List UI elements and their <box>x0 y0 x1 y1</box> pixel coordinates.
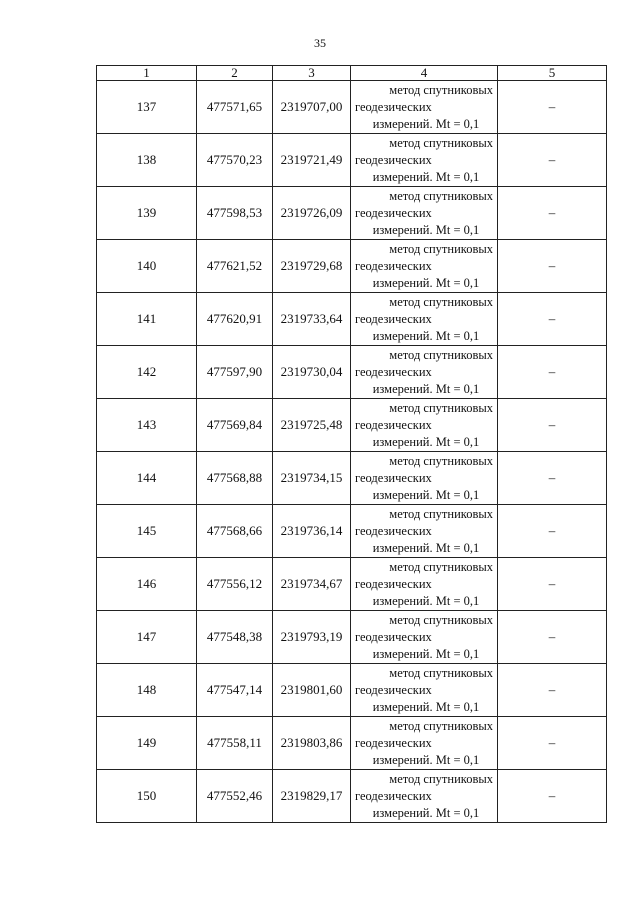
table-row <box>97 187 607 240</box>
method-cell <box>351 399 498 452</box>
method-line: измерений. Mt = 0,1 <box>372 593 480 608</box>
method-cell <box>351 134 498 187</box>
y-coordinate-cell: 2319801,60 <box>273 664 351 717</box>
y-coordinate-cell: 2319736,14 <box>273 505 351 558</box>
note-cell: – <box>498 452 607 505</box>
header-row <box>97 66 607 81</box>
table-row <box>97 399 607 452</box>
header-col-2: 2 <box>197 66 273 81</box>
point-number-cell: 148 <box>97 664 197 717</box>
note-cell: – <box>498 558 607 611</box>
method-line: геодезических <box>355 364 432 379</box>
point-number-cell: 143 <box>97 399 197 452</box>
point-number-cell: 150 <box>97 770 197 823</box>
x-coordinate-cell: 477570,23 <box>197 134 273 187</box>
x-coordinate-cell: 477597,90 <box>197 346 273 399</box>
method-line: метод спутниковых <box>389 400 493 415</box>
method-line: геодезических <box>355 99 432 114</box>
x-coordinate-cell: 477620,91 <box>197 293 273 346</box>
coordinates-table <box>96 65 607 823</box>
y-coordinate-cell: 2319829,17 <box>273 770 351 823</box>
header-col-5: 5 <box>498 66 607 81</box>
table-row <box>97 81 607 134</box>
method-line: измерений. Mt = 0,1 <box>372 487 480 502</box>
method-cell <box>351 187 498 240</box>
table-row <box>97 717 607 770</box>
method-line: метод спутниковых <box>389 665 493 680</box>
table-header <box>97 66 607 81</box>
method-line: метод спутниковых <box>389 559 493 574</box>
method-line: измерений. Mt = 0,1 <box>372 328 480 343</box>
method-cell <box>351 558 498 611</box>
y-coordinate-cell: 2319729,68 <box>273 240 351 293</box>
note-cell: – <box>498 505 607 558</box>
note-cell: – <box>498 134 607 187</box>
method-line: метод спутниковых <box>389 82 493 97</box>
table-row <box>97 770 607 823</box>
x-coordinate-cell: 477621,52 <box>197 240 273 293</box>
method-line: геодезических <box>355 470 432 485</box>
method-cell <box>351 452 498 505</box>
method-line: измерений. Mt = 0,1 <box>372 381 480 396</box>
method-line: геодезических <box>355 576 432 591</box>
method-line: измерений. Mt = 0,1 <box>372 169 480 184</box>
method-line: метод спутниковых <box>389 612 493 627</box>
method-line: геодезических <box>355 523 432 538</box>
x-coordinate-cell: 477556,12 <box>197 558 273 611</box>
method-line: метод спутниковых <box>389 771 493 786</box>
point-number-cell: 147 <box>97 611 197 664</box>
note-cell: – <box>498 187 607 240</box>
y-coordinate-cell: 2319726,09 <box>273 187 351 240</box>
point-number-cell: 144 <box>97 452 197 505</box>
method-line: метод спутниковых <box>389 294 493 309</box>
x-coordinate-cell: 477547,14 <box>197 664 273 717</box>
table-row <box>97 346 607 399</box>
y-coordinate-cell: 2319803,86 <box>273 717 351 770</box>
method-line: геодезических <box>355 629 432 644</box>
method-cell <box>351 770 498 823</box>
method-line: измерений. Mt = 0,1 <box>372 275 480 290</box>
method-line: геодезических <box>355 311 432 326</box>
table-body <box>97 81 607 823</box>
y-coordinate-cell: 2319734,67 <box>273 558 351 611</box>
table-row <box>97 664 607 717</box>
y-coordinate-cell: 2319733,64 <box>273 293 351 346</box>
table-row <box>97 293 607 346</box>
method-line: метод спутниковых <box>389 347 493 362</box>
table-row <box>97 558 607 611</box>
y-coordinate-cell: 2319730,04 <box>273 346 351 399</box>
x-coordinate-cell: 477568,66 <box>197 505 273 558</box>
note-cell: – <box>498 770 607 823</box>
method-line: измерений. Mt = 0,1 <box>372 699 480 714</box>
method-line: метод спутниковых <box>389 188 493 203</box>
point-number-cell: 142 <box>97 346 197 399</box>
method-line: геодезических <box>355 205 432 220</box>
method-cell <box>351 505 498 558</box>
point-number-cell: 141 <box>97 293 197 346</box>
x-coordinate-cell: 477569,84 <box>197 399 273 452</box>
table-row <box>97 505 607 558</box>
method-line: измерений. Mt = 0,1 <box>372 646 480 661</box>
header-col-1: 1 <box>97 66 197 81</box>
point-number-cell: 137 <box>97 81 197 134</box>
note-cell: – <box>498 717 607 770</box>
method-line: измерений. Mt = 0,1 <box>372 116 480 131</box>
header-col-3: 3 <box>273 66 351 81</box>
method-line: метод спутниковых <box>389 453 493 468</box>
note-cell: – <box>498 240 607 293</box>
method-cell <box>351 240 498 293</box>
method-cell <box>351 664 498 717</box>
x-coordinate-cell: 477548,38 <box>197 611 273 664</box>
method-line: геодезических <box>355 258 432 273</box>
method-line: метод спутниковых <box>389 506 493 521</box>
y-coordinate-cell: 2319793,19 <box>273 611 351 664</box>
note-cell: – <box>498 611 607 664</box>
method-line: геодезических <box>355 152 432 167</box>
point-number-cell: 145 <box>97 505 197 558</box>
method-cell <box>351 293 498 346</box>
point-number-cell: 138 <box>97 134 197 187</box>
table-row <box>97 611 607 664</box>
method-line: измерений. Mt = 0,1 <box>372 540 480 555</box>
method-line: измерений. Mt = 0,1 <box>372 222 480 237</box>
note-cell: – <box>498 81 607 134</box>
method-line: измерений. Mt = 0,1 <box>372 752 480 767</box>
page-number: 35 <box>314 36 326 50</box>
method-line: геодезических <box>355 788 432 803</box>
header-col-4: 4 <box>351 66 498 81</box>
method-cell <box>351 717 498 770</box>
method-cell <box>351 346 498 399</box>
point-number-cell: 139 <box>97 187 197 240</box>
x-coordinate-cell: 477558,11 <box>197 717 273 770</box>
note-cell: – <box>498 399 607 452</box>
method-line: метод спутниковых <box>389 718 493 733</box>
method-line: измерений. Mt = 0,1 <box>372 805 480 820</box>
y-coordinate-cell: 2319721,49 <box>273 134 351 187</box>
method-cell <box>351 81 498 134</box>
y-coordinate-cell: 2319707,00 <box>273 81 351 134</box>
method-line: измерений. Mt = 0,1 <box>372 434 480 449</box>
note-cell: – <box>498 664 607 717</box>
method-cell <box>351 611 498 664</box>
y-coordinate-cell: 2319734,15 <box>273 452 351 505</box>
note-cell: – <box>498 293 607 346</box>
point-number-cell: 140 <box>97 240 197 293</box>
y-coordinate-cell: 2319725,48 <box>273 399 351 452</box>
method-line: метод спутниковых <box>389 241 493 256</box>
x-coordinate-cell: 477598,53 <box>197 187 273 240</box>
x-coordinate-cell: 477552,46 <box>197 770 273 823</box>
table-row <box>97 452 607 505</box>
point-number-cell: 146 <box>97 558 197 611</box>
method-line: геодезических <box>355 682 432 697</box>
x-coordinate-cell: 477568,88 <box>197 452 273 505</box>
x-coordinate-cell: 477571,65 <box>197 81 273 134</box>
table-row <box>97 134 607 187</box>
point-number-cell: 149 <box>97 717 197 770</box>
note-cell: – <box>498 346 607 399</box>
method-line: геодезических <box>355 417 432 432</box>
table-row <box>97 240 607 293</box>
method-line: метод спутниковых <box>389 135 493 150</box>
method-line: геодезических <box>355 735 432 750</box>
